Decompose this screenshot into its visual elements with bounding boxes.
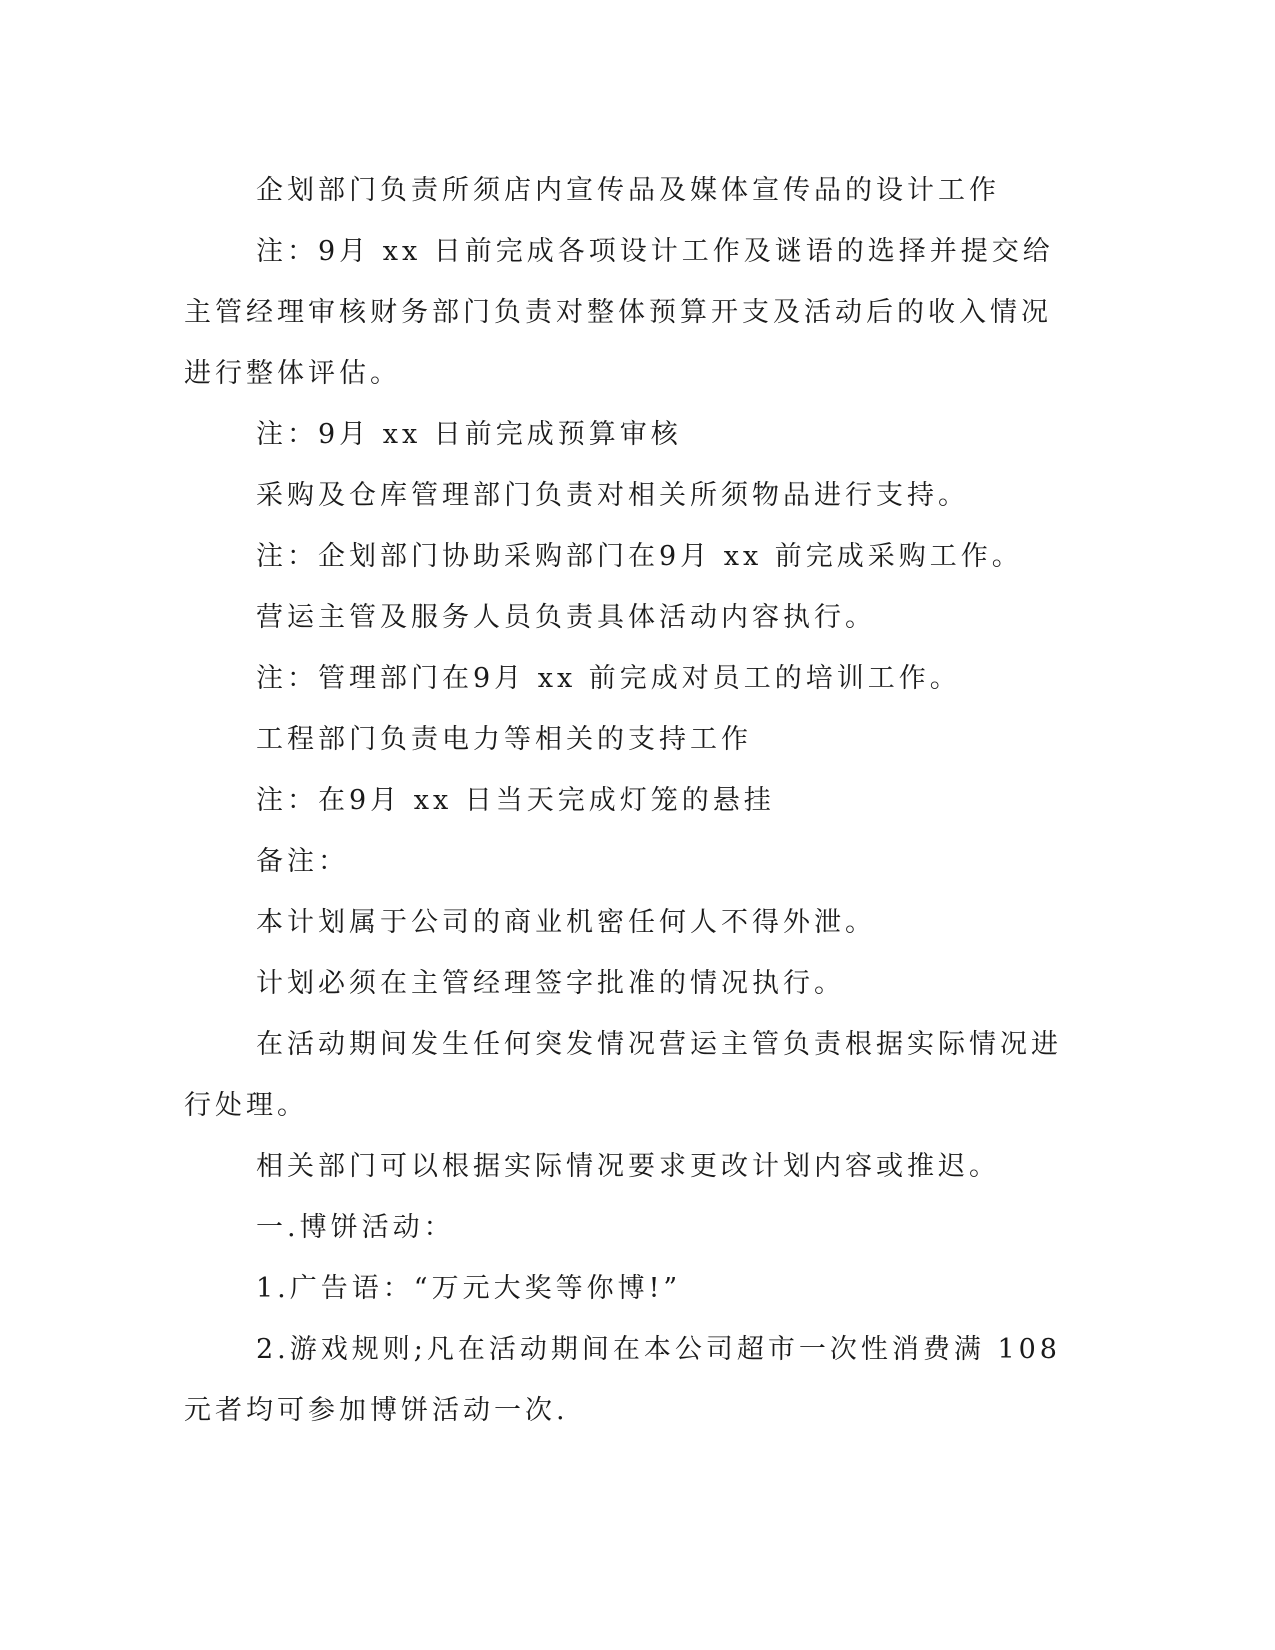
document-body [184,160,1064,1441]
paragraph: 在活动期间发生任何突发情况营运主管负责根据实际情况进行处理。 [184,1029,1062,1121]
paragraph: 相关部门可以根据实际情况要求更改计划内容或推迟。 [256,1151,1000,1182]
paragraph: 注：9月 xx 日前完成各项设计工作及谜语的选择并提交给主管经理审核财务部门负责对整体预算开支及活动后的收入情况进行整体评估。 [184,236,1054,389]
paragraph: 1.广告语：“万元大奖等你博!” [256,1273,682,1304]
section-heading: 一.博饼活动： [256,1212,455,1243]
paragraph: 注：9月 xx 日前完成预算审核 [256,419,682,450]
paragraph: 注：在9月 xx 日当天完成灯笼的悬挂 [256,785,775,816]
paragraph: 计划必须在主管经理签字批准的情况执行。 [256,968,845,999]
paragraph: 2.游戏规则;凡在活动期间在本公司超市一次性消费满 108 元者均可参加博饼活动一次. [184,1334,1061,1426]
paragraph: 营运主管及服务人员负责具体活动内容执行。 [256,602,876,633]
paragraph: 注：企划部门协助采购部门在9月 xx 前完成采购工作。 [256,541,1023,572]
paragraph: 本计划属于公司的商业机密任何人不得外泄。 [256,907,876,938]
paragraph: 采购及仓库管理部门负责对相关所须物品进行支持。 [256,480,969,511]
paragraph: 注：管理部门在9月 xx 前完成对员工的培训工作。 [256,663,961,694]
paragraph: 工程部门负责电力等相关的支持工作 [256,724,752,755]
paragraph: 备注： [256,846,349,877]
paragraph: 企划部门负责所须店内宣传品及媒体宣传品的设计工作 [256,175,1000,206]
